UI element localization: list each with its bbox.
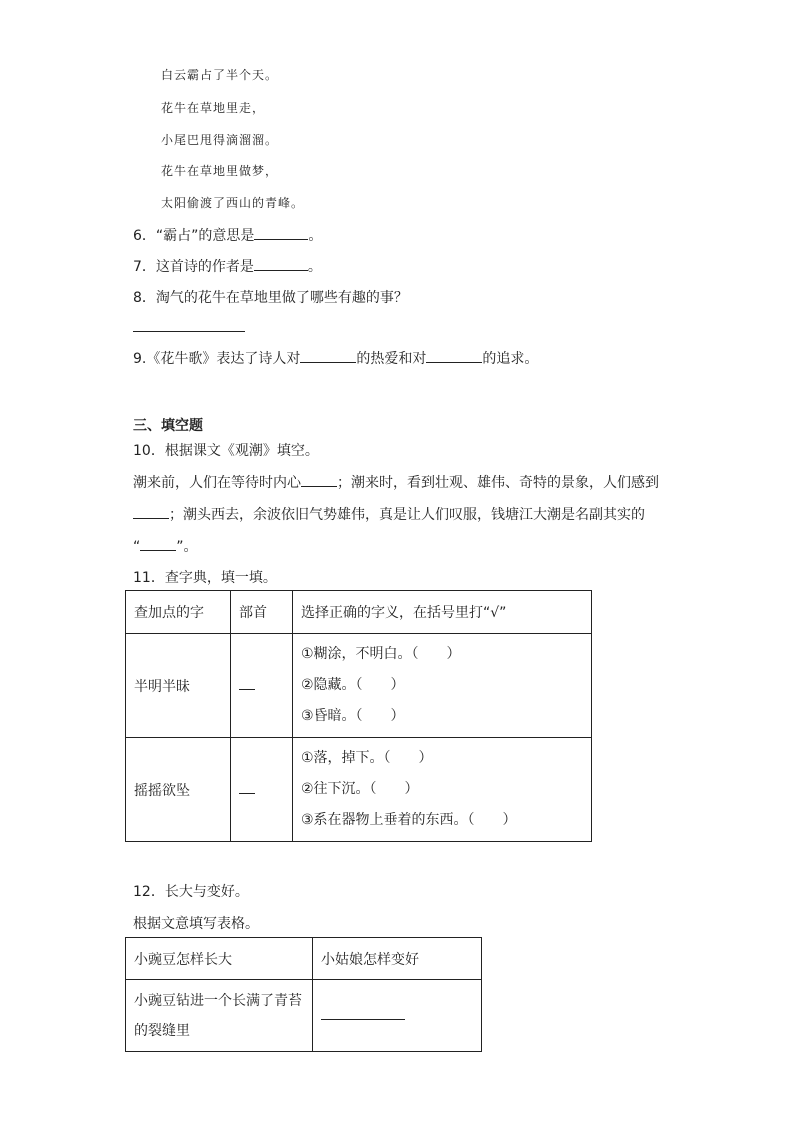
question-9-part: 9.《花牛歌》表达了诗人对 <box>133 351 301 367</box>
meaning-option[interactable]: ②隐藏。（ ） <box>301 677 405 693</box>
question-10-part: ”。 <box>176 539 198 555</box>
meaning-option[interactable]: ①糊涂，不明白。（ ） <box>301 646 461 662</box>
dictionary-table <box>125 590 592 842</box>
table-row <box>126 634 592 738</box>
radical-cell[interactable] <box>231 634 293 738</box>
poem-line: 花牛在草地里走， <box>161 101 266 115</box>
question-7-end: 。 <box>307 259 322 275</box>
poem-line: 小尾巴甩得滴溜溜。 <box>161 133 279 147</box>
question-9-part: 的热爱和对 <box>356 351 427 367</box>
answer-blank[interactable] <box>239 793 255 794</box>
table-cell-word: 半明半昧 <box>126 634 231 738</box>
radical-cell[interactable] <box>231 738 293 842</box>
table-cell: 小豌豆钻进一个长满了青苔的裂缝里 <box>126 980 313 1052</box>
question-10-line <box>133 536 198 556</box>
answer-blank[interactable] <box>300 350 356 363</box>
meaning-options <box>293 634 592 738</box>
answer-blank[interactable] <box>426 350 482 363</box>
table-row <box>126 980 482 1052</box>
table-header-row <box>126 938 482 980</box>
answer-blank[interactable] <box>140 538 176 551</box>
answer-blank[interactable] <box>254 258 308 271</box>
table-header: 查加点的字 <box>126 591 231 634</box>
question-7 <box>133 256 322 276</box>
table-header-row <box>126 591 592 634</box>
question-6-text: 6．“霸占”的意思是 <box>133 228 255 244</box>
answer-blank[interactable] <box>321 1007 405 1020</box>
question-10-line <box>133 504 645 524</box>
answer-blank[interactable] <box>254 227 308 240</box>
meaning-options <box>293 738 592 842</box>
question-10-part: ；潮头西去，余波依旧气势雄伟，真是让人们叹服，钱塘江大潮是名副其实的 <box>169 507 645 523</box>
question-10-title: 10．根据课文《观潮》填空。 <box>133 443 319 459</box>
question-12-instruction: 根据文意填写表格。 <box>133 916 259 932</box>
question-11-title: 11．查字典，填一填。 <box>133 570 277 586</box>
question-6 <box>133 225 322 245</box>
table-cell-word: 摇摇欲坠 <box>126 738 231 842</box>
question-6-end: 。 <box>308 228 323 244</box>
question-10-line <box>133 472 659 492</box>
table-header: 小豌豆怎样长大 <box>126 938 313 980</box>
answer-blank[interactable] <box>239 689 255 690</box>
meaning-option[interactable]: ③系在器物上垂着的东西。（ ） <box>301 812 517 828</box>
question-8: 8．淘气的花牛在草地里做了哪些有趣的事？ <box>133 290 408 306</box>
question-12-title: 12．长大与变好。 <box>133 884 249 900</box>
answer-cell[interactable] <box>313 980 482 1052</box>
answer-blank[interactable] <box>301 474 337 487</box>
table-header: 小姑娘怎样变好 <box>313 938 482 980</box>
table-header: 部首 <box>231 591 293 634</box>
question-10-part: ；潮来时，看到壮观、雄伟、奇特的景象，人们感到 <box>337 475 659 491</box>
table-header: 选择正确的字义，在括号里打“√” <box>293 591 592 634</box>
poem-line: 太阳偷渡了西山的青峰。 <box>161 196 305 210</box>
table-row <box>126 738 592 842</box>
question-7-text: 7．这首诗的作者是 <box>133 259 254 275</box>
question-10-part: 潮来前，人们在等待时内心 <box>133 475 301 491</box>
meaning-option[interactable]: ①落，掉下。（ ） <box>301 750 433 766</box>
question-9 <box>133 348 538 368</box>
poem-line: 花牛在草地里做梦， <box>161 164 279 178</box>
answer-line[interactable] <box>133 331 245 332</box>
poem-line: 白云霸占了半个天。 <box>161 68 279 82</box>
question-9-part: 的追求。 <box>482 351 539 367</box>
answer-blank[interactable] <box>133 506 169 519</box>
meaning-option[interactable]: ③昏暗。（ ） <box>301 708 405 724</box>
question-10-part: “ <box>133 539 141 555</box>
meaning-option[interactable]: ②往下沉。（ ） <box>301 781 419 797</box>
section-title: 三、填空题 <box>133 418 203 434</box>
growth-table <box>125 937 482 1052</box>
